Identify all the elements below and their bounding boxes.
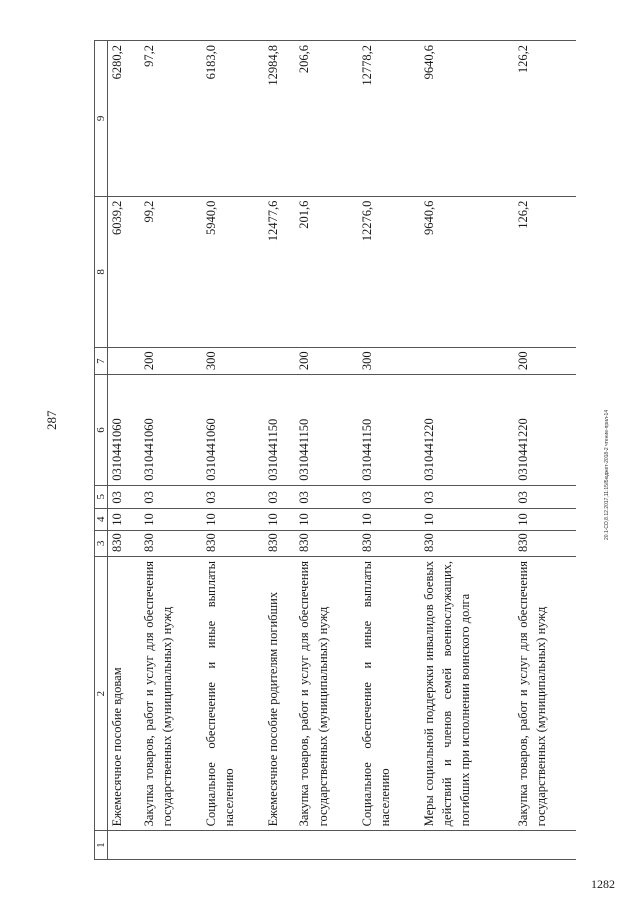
budget-table <box>94 40 576 860</box>
empty-cell <box>140 831 202 860</box>
row-name: Закупка товаров, работ и услуг для обеспечения государственных (муниципальных) нужд <box>140 556 202 830</box>
cell-subsection: 03 <box>420 485 514 508</box>
cell-target-code: 0310441060 <box>140 375 202 486</box>
cell-admin-code: 830 <box>108 530 140 556</box>
cell-amount-2018: 99,2 <box>140 196 202 348</box>
row-name: Ежемесячное пособие вдовам <box>108 556 140 830</box>
cell-expense-type: 200 <box>514 348 576 375</box>
cell-expense-type: 200 <box>295 348 357 375</box>
cell-expense-type: 300 <box>358 348 420 375</box>
cell-subsection: 03 <box>514 485 576 508</box>
page-number: 287 <box>44 410 59 430</box>
cell-target-code: 0310441150 <box>264 375 295 486</box>
cell-amount-2019: 97,2 <box>140 41 202 197</box>
cell-admin-code: 830 <box>264 530 295 556</box>
column-header: 4 <box>95 508 108 530</box>
column-header: 7 <box>95 348 108 375</box>
cell-section: 10 <box>358 508 420 530</box>
cell-subsection: 03 <box>108 485 140 508</box>
cell-amount-2019: 12778,2 <box>358 41 420 197</box>
cell-amount-2018: 5940,0 <box>202 196 264 348</box>
cell-expense-type <box>420 348 514 375</box>
column-header: 2 <box>95 556 108 830</box>
column-header: 6 <box>95 375 108 486</box>
cell-admin-code: 830 <box>140 530 202 556</box>
cell-target-code: 0310441060 <box>202 375 264 486</box>
column-header: 5 <box>95 485 108 508</box>
table-header-row <box>95 41 108 860</box>
cell-admin-code: 830 <box>295 530 357 556</box>
cell-target-code: 0310441060 <box>108 375 140 486</box>
table-row <box>358 41 420 860</box>
cell-subsection: 03 <box>358 485 420 508</box>
table-row <box>140 41 202 860</box>
cell-section: 10 <box>108 508 140 530</box>
cell-amount-2019: 206,6 <box>295 41 357 197</box>
cell-target-code: 0310441150 <box>358 375 420 486</box>
cell-expense-type: 300 <box>202 348 264 375</box>
cell-amount-2019: 9640,6 <box>420 41 514 197</box>
cell-amount-2018: 12276,0 <box>358 196 420 348</box>
empty-cell <box>108 831 140 860</box>
cell-admin-code: 830 <box>358 530 420 556</box>
column-header: 3 <box>95 530 108 556</box>
cell-amount-2018: 201,6 <box>295 196 357 348</box>
sheet-number: 1282 <box>591 877 615 891</box>
cell-section: 10 <box>295 508 357 530</box>
cell-section: 10 <box>264 508 295 530</box>
table-row <box>295 41 357 860</box>
row-name: Ежемесячное пособие родителям погибших <box>264 556 295 830</box>
cell-target-code: 0310441220 <box>514 375 576 486</box>
cell-target-code: 0310441220 <box>420 375 514 486</box>
cell-target-code: 0310441150 <box>295 375 357 486</box>
cell-amount-2018: 12477,6 <box>264 196 295 348</box>
column-header: 9 <box>95 41 108 197</box>
cell-section: 10 <box>420 508 514 530</box>
table-row <box>514 41 576 860</box>
empty-cell <box>264 831 295 860</box>
cell-subsection: 03 <box>295 485 357 508</box>
cell-section: 10 <box>140 508 202 530</box>
cell-subsection: 03 <box>264 485 295 508</box>
document-footer-code: 20.1-СО,8.12.2017,11:15/Бюджет-2018-2 чтение-прил-14 <box>604 409 610 540</box>
table-row <box>264 41 295 860</box>
cell-expense-type: 200 <box>140 348 202 375</box>
column-header: 8 <box>95 196 108 348</box>
cell-subsection: 03 <box>140 485 202 508</box>
cell-amount-2019: 12984,8 <box>264 41 295 197</box>
row-name: Социальное обеспечение и иные выплаты населению <box>202 556 264 830</box>
empty-cell <box>358 831 420 860</box>
row-name: Социальное обеспечение и иные выплаты населению <box>358 556 420 830</box>
cell-section: 10 <box>514 508 576 530</box>
cell-subsection: 03 <box>202 485 264 508</box>
cell-amount-2019: 6280,2 <box>108 41 140 197</box>
cell-admin-code: 830 <box>420 530 514 556</box>
empty-cell <box>420 831 514 860</box>
cell-section: 10 <box>202 508 264 530</box>
cell-admin-code: 830 <box>514 530 576 556</box>
empty-cell <box>202 831 264 860</box>
row-name: Закупка товаров, работ и услуг для обеспечения государственных (муниципальных) нужд <box>514 556 576 830</box>
row-name: Меры социальной поддержки инвалидов боевых действий и членов семей военнослужащих, погибших при исполнении воинского долга <box>420 556 514 830</box>
column-header: 1 <box>95 831 108 860</box>
cell-amount-2018: 126,2 <box>514 196 576 348</box>
cell-expense-type <box>264 348 295 375</box>
cell-admin-code: 830 <box>202 530 264 556</box>
table-row <box>108 41 140 860</box>
cell-amount-2019: 126,2 <box>514 41 576 197</box>
rotated-table-container <box>94 40 576 860</box>
table-row <box>420 41 514 860</box>
table-row <box>202 41 264 860</box>
cell-amount-2018: 6039,2 <box>108 196 140 348</box>
cell-expense-type <box>108 348 140 375</box>
row-name: Закупка товаров, работ и услуг для обеспечения государственных (муниципальных) нужд <box>295 556 357 830</box>
cell-amount-2018: 9640,6 <box>420 196 514 348</box>
empty-cell <box>514 831 576 860</box>
cell-amount-2019: 6183,0 <box>202 41 264 197</box>
empty-cell <box>295 831 357 860</box>
